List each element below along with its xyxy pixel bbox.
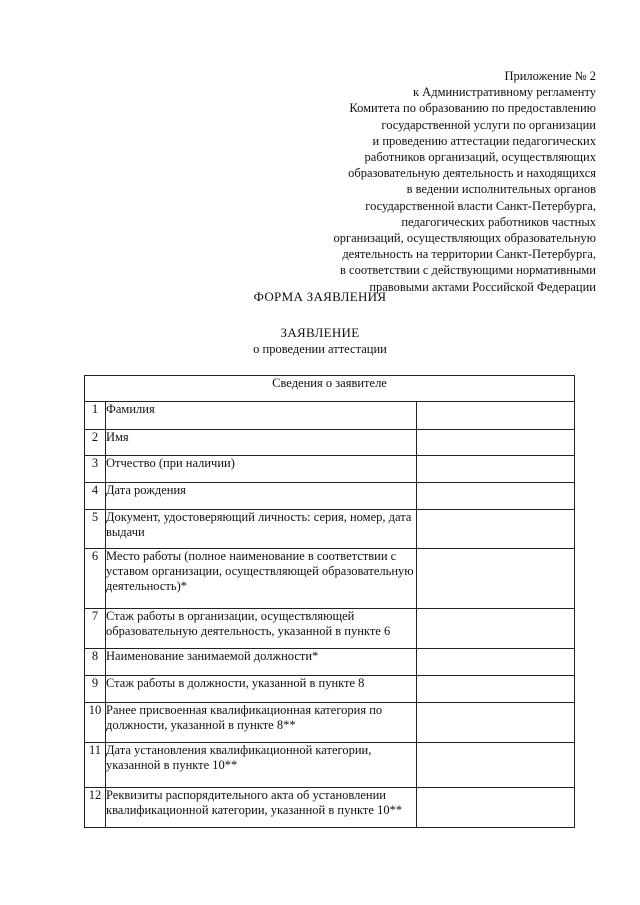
table-row — [85, 609, 575, 649]
row-number: 8 — [85, 649, 106, 676]
row-label: Фамилия — [106, 402, 417, 430]
appendix-line: к Административному регламенту — [412, 85, 596, 100]
appendix-line: правовыми актами Российской Федерации — [369, 279, 596, 294]
table-row — [85, 483, 575, 510]
row-label: Стаж работы в организации, осуществляющей образовательную деятельность, указанной в пункте 6 — [106, 609, 417, 649]
row-value-field[interactable] — [417, 510, 575, 549]
row-label: Дата рождения — [106, 483, 417, 510]
table-row — [85, 788, 575, 828]
row-number: 9 — [85, 676, 106, 703]
row-value-field[interactable] — [417, 549, 575, 609]
applicant-info-table — [84, 375, 575, 828]
row-label: Имя — [106, 430, 417, 456]
row-value-field[interactable] — [417, 402, 575, 430]
row-value-field[interactable] — [417, 703, 575, 743]
row-number: 6 — [85, 549, 106, 609]
row-value-field[interactable] — [417, 483, 575, 510]
row-number: 3 — [85, 456, 106, 483]
row-value-field[interactable] — [417, 456, 575, 483]
row-number: 4 — [85, 483, 106, 510]
appendix-line: государственной власти Санкт-Петербурга, — [365, 198, 596, 213]
table-row — [85, 402, 575, 430]
row-label: Стаж работы в должности, указанной в пункте 8 — [106, 676, 417, 703]
appendix-line: педагогических работников частных — [401, 214, 596, 229]
table-row — [85, 549, 575, 609]
appendix-line: в ведении исполнительных органов — [406, 182, 596, 197]
table-header-row — [85, 376, 575, 402]
row-label: Отчество (при наличии) — [106, 456, 417, 483]
row-value-field[interactable] — [417, 676, 575, 703]
row-value-field[interactable] — [417, 649, 575, 676]
row-number: 2 — [85, 430, 106, 456]
appendix-line: образовательную деятельность и находящихся — [348, 166, 596, 181]
table-row — [85, 676, 575, 703]
row-number: 10 — [85, 703, 106, 743]
row-value-field[interactable] — [417, 743, 575, 788]
appendix-line: в соответствии с действующими нормативными — [340, 263, 596, 278]
section-header: Сведения о заявителе — [85, 376, 575, 402]
row-value-field[interactable] — [417, 430, 575, 456]
row-number: 1 — [85, 402, 106, 430]
row-label: Место работы (полное наименование в соответствии с уставом организации, осуществляющей образовательную деятельность)* — [106, 549, 417, 609]
appendix-line: Приложение № 2 — [504, 69, 596, 83]
row-number: 11 — [85, 743, 106, 788]
appendix-line: государственной услуги по организации — [381, 117, 596, 132]
table-row — [85, 649, 575, 676]
form-title: ФОРМА ЗАЯВЛЕНИЯ — [253, 289, 387, 304]
row-number: 7 — [85, 609, 106, 649]
table-row — [85, 510, 575, 549]
table-row — [85, 703, 575, 743]
appendix-block — [266, 68, 596, 295]
row-label: Дата установления квалификационной категории, указанной в пункте 10** — [106, 743, 417, 788]
table-row — [85, 743, 575, 788]
table-row — [85, 430, 575, 456]
row-label: Наименование занимаемой должности* — [106, 649, 417, 676]
appendix-line: работников организаций, осуществляющих — [364, 150, 596, 165]
row-number: 12 — [85, 788, 106, 828]
document-title: ЗАЯВЛЕНИЕ — [280, 325, 360, 340]
row-label: Документ, удостоверяющий личность: серия, номер, дата выдачи — [106, 510, 417, 549]
row-label: Реквизиты распорядительного акта об установлении квалификационной категории, указанной в пункте 10** — [106, 788, 417, 828]
appendix-line: организаций, осуществляющих образовательную — [333, 231, 596, 246]
appendix-line: Комитета по образованию по предоставлению — [349, 101, 596, 116]
row-value-field[interactable] — [417, 788, 575, 828]
appendix-line: и проведению аттестации педагогических — [372, 133, 596, 148]
row-value-field[interactable] — [417, 609, 575, 649]
row-label: Ранее присвоенная квалификационная категория по должности, указанной в пункте 8** — [106, 703, 417, 743]
document-subtitle: о проведении аттестации — [253, 342, 387, 356]
row-number: 5 — [85, 510, 106, 549]
table-row — [85, 456, 575, 483]
appendix-line: деятельность на территории Санкт-Петербурга, — [342, 247, 596, 262]
